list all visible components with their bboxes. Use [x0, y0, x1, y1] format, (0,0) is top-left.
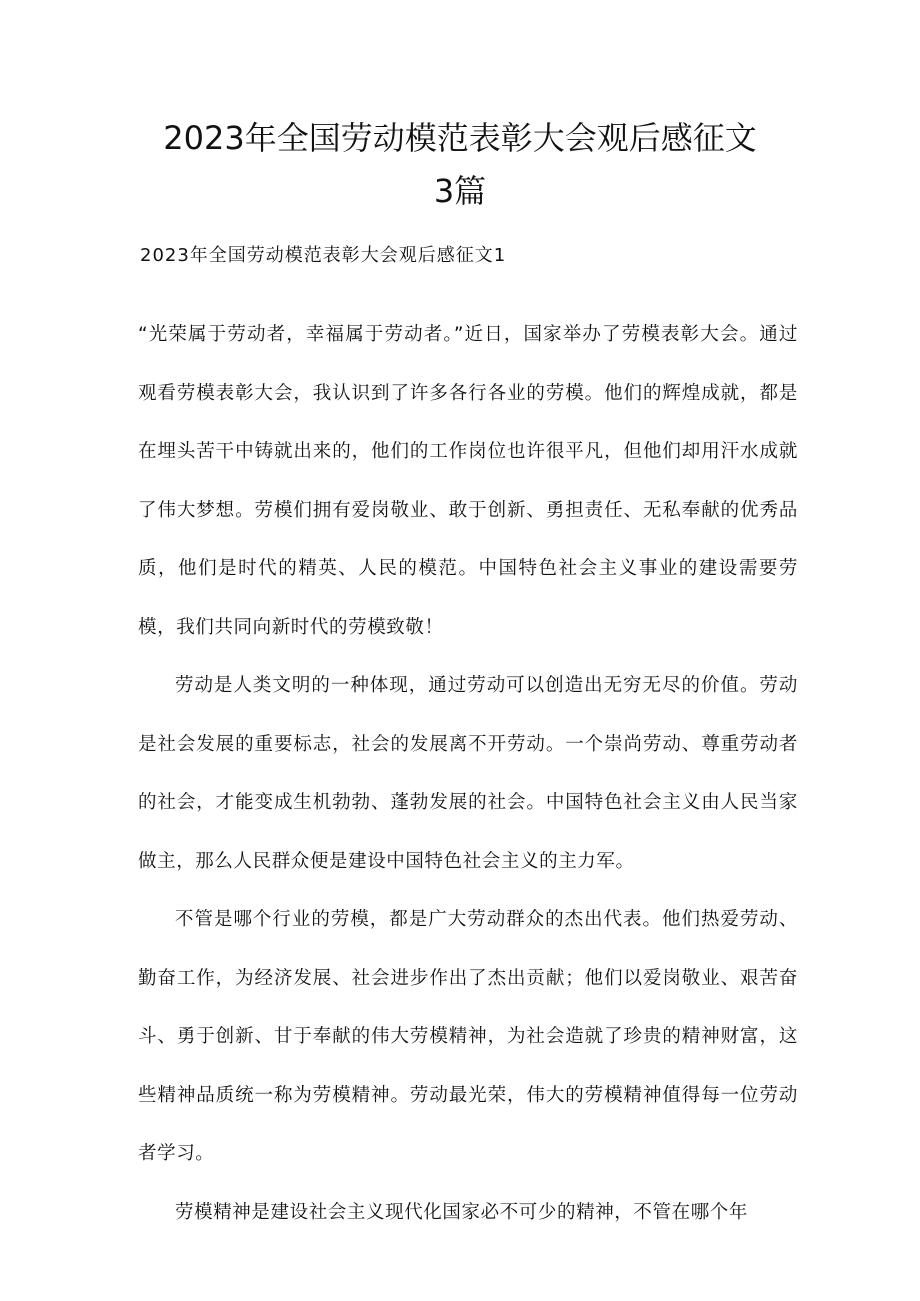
document-title: [120, 112, 800, 218]
paragraph-1: “光荣属于劳动者，幸福属于劳动者。”近日，国家举办了劳模表彰大会。通过观看劳模表彰大会，我认识到了许多各行各业的劳模。他们的辉煌成就，都是在埋头苦干中铸就出来的，他们的工作岗位也许很平凡，但他们却用汗水成就了伟大梦想。劳模们拥有爱岗敬业、敢于创新、勇担责任、无私奉献的优秀品质，他们是时代的精英、人民的模范。中国特色社会主义事业的建设需要劳模，我们共同向新时代的劳模致敬！: [138, 324, 798, 638]
paragraph-3: 不管是哪个行业的劳模，都是广大劳动群众的杰出代表。他们热爱劳动、勤奋工作，为经济发展、社会进步作出了杰出贡献；他们以爱岗敬业、艰苦奋斗、勇于创新、甘于奉献的伟大劳模精神，为社会造就了珍贵的精神财富，这些精神品质统一称为劳模精神。劳动最光荣，伟大的劳模精神值得每一位劳动者学习。: [138, 909, 798, 1164]
document-title-line-2: 3篇: [433, 172, 487, 210]
document-title-line-1: 2023年全国劳动模范表彰大会观后感征文: [163, 119, 757, 157]
paragraph-4: 劳模精神是建设社会主义现代化国家必不可少的精神，不管在哪个年: [175, 1201, 749, 1223]
section-heading: 2023年全国劳动模范表彰大会观后感征文1: [140, 245, 507, 266]
paragraph-2: 劳动是人类文明的一种体现，通过劳动可以创造出无穷无尽的价值。劳动是社会发展的重要标志，社会的发展离不开劳动。一个崇尚劳动、尊重劳动者的社会，才能变成生机勃勃、蓬勃发展的社会。中国特色社会主义由人民当家做主，那么人民群众便是建设中国特色社会主义的主力军。: [138, 675, 798, 872]
document-body: [138, 306, 798, 1242]
